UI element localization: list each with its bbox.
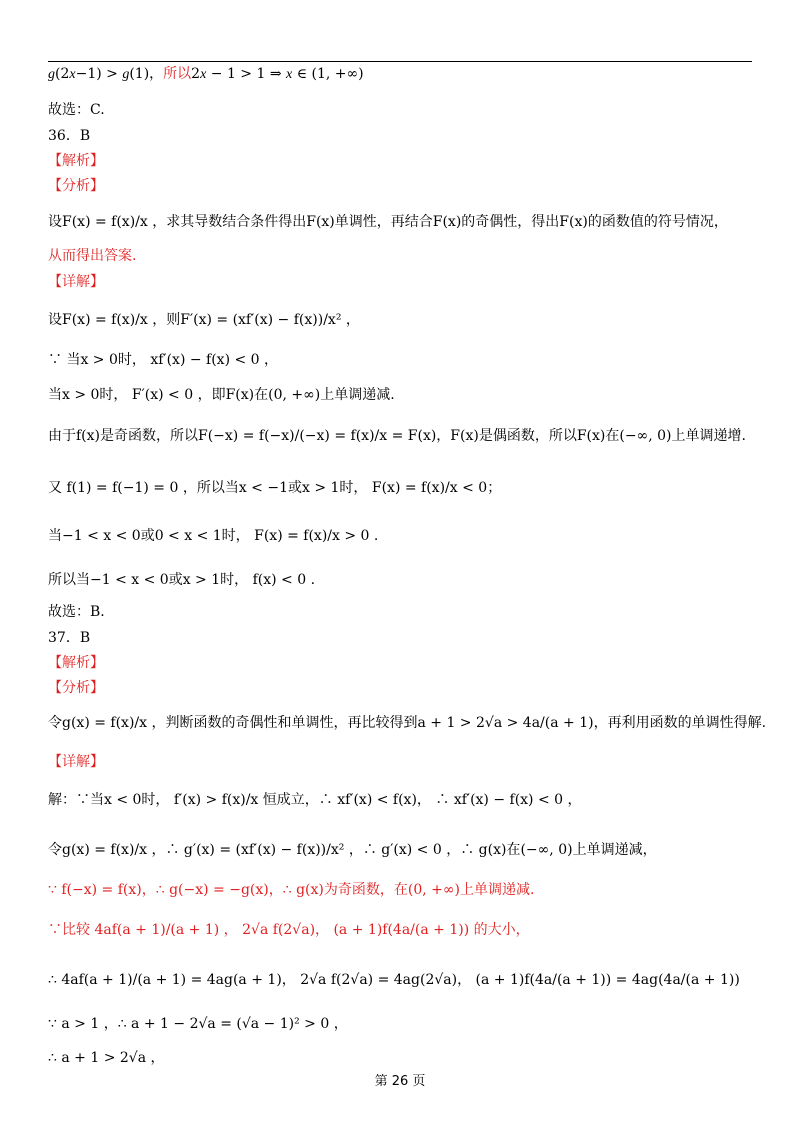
text-line: 【解析】 <box>48 655 104 671</box>
text-line: 所以当−1 < x < 0或x > 1时， f(x) < 0 . <box>48 572 316 588</box>
text-line: 令g(x) = f(x)/x ，判断函数的奇偶性和单调性，再比较得到a + 1 > 2√a > 4a/(a + 1)，再利用函数的单调性得解. <box>48 715 767 731</box>
text-line: ∴ a + 1 > 2√a ， <box>48 1050 165 1066</box>
text-line: ∴ 4af(a + 1)/(a + 1) = 4ag(a + 1)， 2√a f(2√a) = 4ag(2√a)， (a + 1)f(4a/(a + 1)) = 4ag(4a/(a + 1)) <box>48 972 740 988</box>
text-line: 令g(x) = f(x)/x ，∴ g′(x) = (xf′(x) − f(x))/x² ，∴ g′(x) < 0 ，∴ g(x)在(−∞, 0)上单调递减， <box>48 842 657 858</box>
text-line: ∵ f(−x) = f(x)，∴ g(−x) = −g(x)，∴ g(x)为奇函数，在(0, +∞)上单调递减. <box>48 882 535 898</box>
text-line: 当x > 0时， F′(x) < 0 ，即F(x)在(0, +∞)上单调递减. <box>48 387 395 403</box>
text-line: 【分析】 <box>48 680 104 696</box>
text-line: 解：∵当x < 0时， f′(x) > f(x)/x 恒成立，∴ xf′(x) < f(x)， ∴ xf′(x) − f(x) < 0 ， <box>48 792 582 808</box>
text-line: 36．B <box>48 128 91 144</box>
text-line: 【详解】 <box>48 274 104 290</box>
text-line: 故选：C. <box>48 102 105 118</box>
text-line: 当−1 < x < 0或0 < x < 1时， F(x) = f(x)/x > 0 . <box>48 528 379 544</box>
text-line: 【分析】 <box>48 178 104 194</box>
text-line: ∵ 当x > 0时， xf′(x) − f(x) < 0 ， <box>48 352 279 368</box>
text-line: ∵ a > 1 ，∴ a + 1 − 2√a = (√a − 1)² > 0 ， <box>48 1016 348 1032</box>
text-line: ∵比较 4af(a + 1)/(a + 1) ， 2√a f(2√a)， (a + 1)f(4a/(a + 1)) 的大小， <box>48 922 530 938</box>
text-line: 从而得出答案. <box>48 248 137 264</box>
text-line: 由于f(x)是奇函数，所以F(−x) = f(−x)/(−x) = f(x)/x = F(x)，F(x)是偶函数，所以F(x)在(−∞, 0)上单调递增. <box>48 428 746 444</box>
text-line: 37．B <box>48 630 91 646</box>
page-footer: 第 26 页 <box>374 1074 426 1089</box>
text-line: 又 f(1) = f(−1) = 0 ，所以当x < −1或x > 1时， F(x) = f(x)/x < 0； <box>48 480 502 496</box>
text-line: 设F(x) = f(x)/x ，则F′(x) = (xf′(x) − f(x))/x² ， <box>48 312 360 328</box>
text-line: 故选：B. <box>48 604 105 620</box>
text-line: 【解析】 <box>48 153 104 169</box>
text-line: 设F(x) = f(x)/x ，求其导数结合条件得出F(x)单调性，再结合F(x)的奇偶性，得出F(x)的函数值的符号情况， <box>48 214 728 230</box>
text-line: 【详解】 <box>48 754 104 770</box>
header-rule <box>48 61 752 62</box>
text-line: g(2x−1) > g(1)，所以2x − 1 > 1 ⇒ x ∈ (1, +∞) <box>48 66 364 82</box>
